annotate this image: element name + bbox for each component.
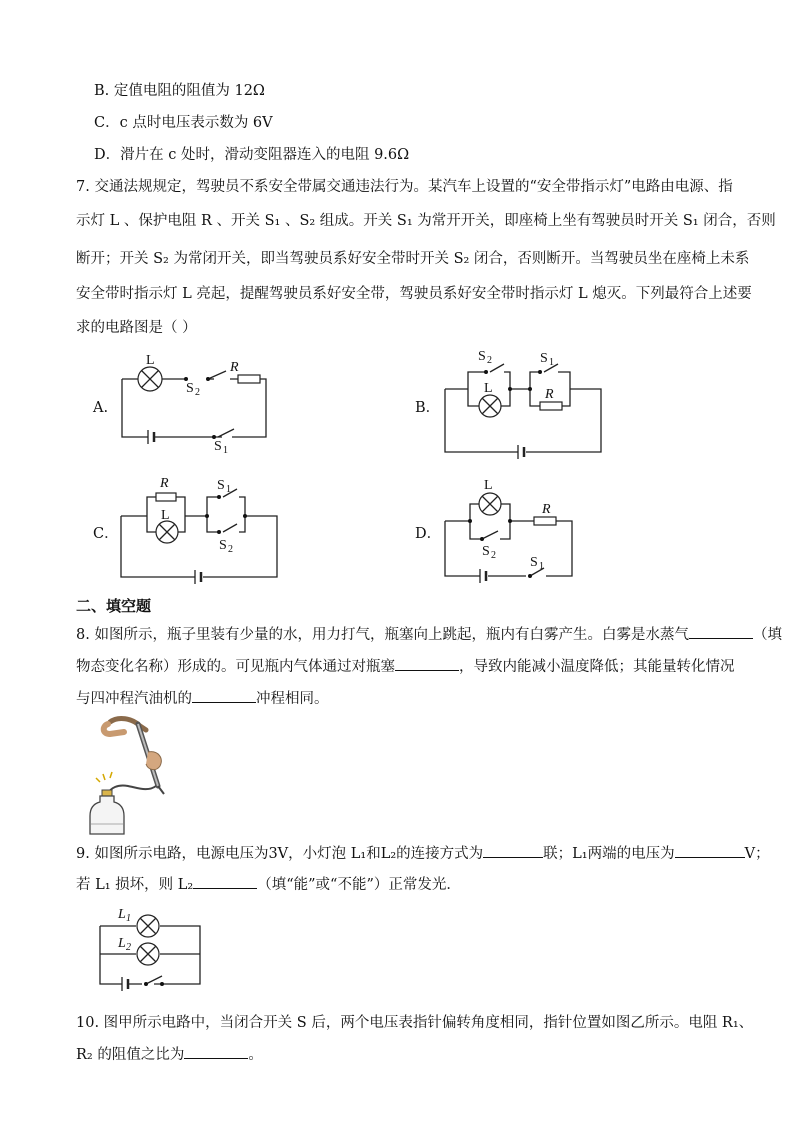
svg-text:S: S (478, 349, 486, 364)
q9-blank-1[interactable] (483, 843, 543, 858)
circuit-b-diagram (438, 348, 608, 458)
q8-blank-1[interactable] (689, 624, 753, 639)
svg-text:R: R (542, 502, 551, 517)
svg-text:2: 2 (487, 355, 492, 366)
resistor-R-icon (238, 375, 260, 383)
q9-blank-3[interactable] (193, 874, 257, 889)
svg-text:R: R (160, 476, 169, 491)
q8-line-1: 8. 如图所示，瓶子里装有少量的水，用力打气，瓶塞向上跳起，瓶内有白雾产生。白雾是水蒸气 （填 (76, 624, 782, 645)
svg-text:S: S (217, 478, 225, 493)
resistor-R-icon (534, 517, 556, 525)
option-b-label: B． (415, 400, 441, 416)
label-L2: L (118, 936, 126, 951)
svg-text:1: 1 (226, 484, 231, 495)
q8-line-3: 与四冲程汽油机的 冲程相同。 (76, 688, 329, 709)
svg-text:L: L (484, 381, 493, 396)
svg-text:L: L (161, 508, 170, 523)
svg-text:L: L (484, 478, 493, 493)
svg-text:1: 1 (126, 913, 131, 924)
q6-option-c: C．c 点时电压表示数为 6V (94, 115, 273, 131)
svg-text:S: S (540, 351, 548, 366)
section-title: 二、填空题 (76, 597, 152, 615)
q7-line-3: 断开；开关 S₂ 为常闭开关，即当驾驶员系好安全带时开关 S₂ 闭合，否则断开。当驾驶员坐在座椅上未系 (76, 251, 750, 267)
resistor-R-icon (156, 493, 176, 501)
q9-circuit-diagram (92, 904, 212, 1000)
svg-text:R: R (545, 387, 554, 402)
q8-line-2: 物态变化名称）形成的。可见瓶内气体通过对瓶塞 ，导致内能减小温度降低；其能量转化情况 (76, 656, 735, 677)
label-L1: L (118, 907, 126, 922)
q9-line-1: 9. 如图所示电路，电源电压为3V，小灯泡 L₁和L₂的连接方式为 联；L₁两端的电压为 V； (76, 843, 770, 864)
q8-blank-2[interactable] (395, 656, 459, 671)
circuit-c-diagram (115, 475, 285, 585)
svg-text:2: 2 (126, 942, 131, 953)
q6-option-b: B. 定值电阻的阻值为 12Ω (94, 83, 265, 99)
q8-blank-3[interactable] (192, 688, 256, 703)
q7-line-2: 示灯 L 、保护电阻 R 、开关 S₁ 、S₂ 组成。开关 S₁ 为常开开关，即座椅上坐有驾驶员时开关 S₁ 闭合，否则 (76, 213, 776, 229)
svg-text:1: 1 (549, 357, 554, 368)
q7-line-5: 求的电路图是（ ） (76, 320, 197, 336)
q10-line-2: R₂ 的阻值之比为 。 (76, 1044, 263, 1065)
q7-line-1: 7. 交通法规规定，驾驶员不系安全带属交通违法行为。某汽车上设置的“安全带指示灯”电路由电源、指 (76, 179, 733, 195)
q7-line-4: 安全带时指示灯 L 亮起，提醒驾驶员系好安全带，驾驶员系好安全带时指示灯 L 熄灭。下列最符合上述要 (76, 286, 752, 302)
svg-text:1: 1 (539, 561, 544, 572)
q6-option-d: D．滑片在 c 处时，滑动变阻器连入的电阻 9.6Ω (94, 147, 410, 163)
label-S1: S (214, 439, 222, 454)
svg-text:1: 1 (223, 445, 228, 456)
label-R: R (230, 360, 239, 375)
option-c-label: C． (93, 526, 119, 542)
svg-text:S: S (219, 538, 227, 553)
q10-line-1: 10. 图甲所示电路中，当闭合开关 S 后，两个电压表指针偏转角度相同，指针位置如图乙所示。电阻 R₁、 (76, 1015, 754, 1031)
pump-bottle-illustration (88, 712, 178, 836)
q10-blank-1[interactable] (184, 1044, 248, 1059)
svg-text:2: 2 (491, 550, 496, 561)
svg-text:S: S (482, 544, 490, 559)
resistor-R-icon (540, 402, 562, 410)
circuit-d-diagram (438, 475, 608, 585)
option-a-label: A. (93, 400, 109, 416)
q9-blank-2[interactable] (675, 843, 745, 858)
circuit-a-diagram (110, 350, 280, 460)
label-S2: S (186, 381, 194, 396)
svg-text:S: S (530, 555, 538, 570)
svg-text:2: 2 (228, 544, 233, 555)
q9-line-2: 若 L₁ 损坏，则 L₂ （填“能”或“不能”）正常发光． (76, 874, 461, 895)
option-d-label: D． (415, 526, 442, 542)
svg-text:2: 2 (195, 387, 200, 398)
label-L: L (146, 353, 155, 368)
